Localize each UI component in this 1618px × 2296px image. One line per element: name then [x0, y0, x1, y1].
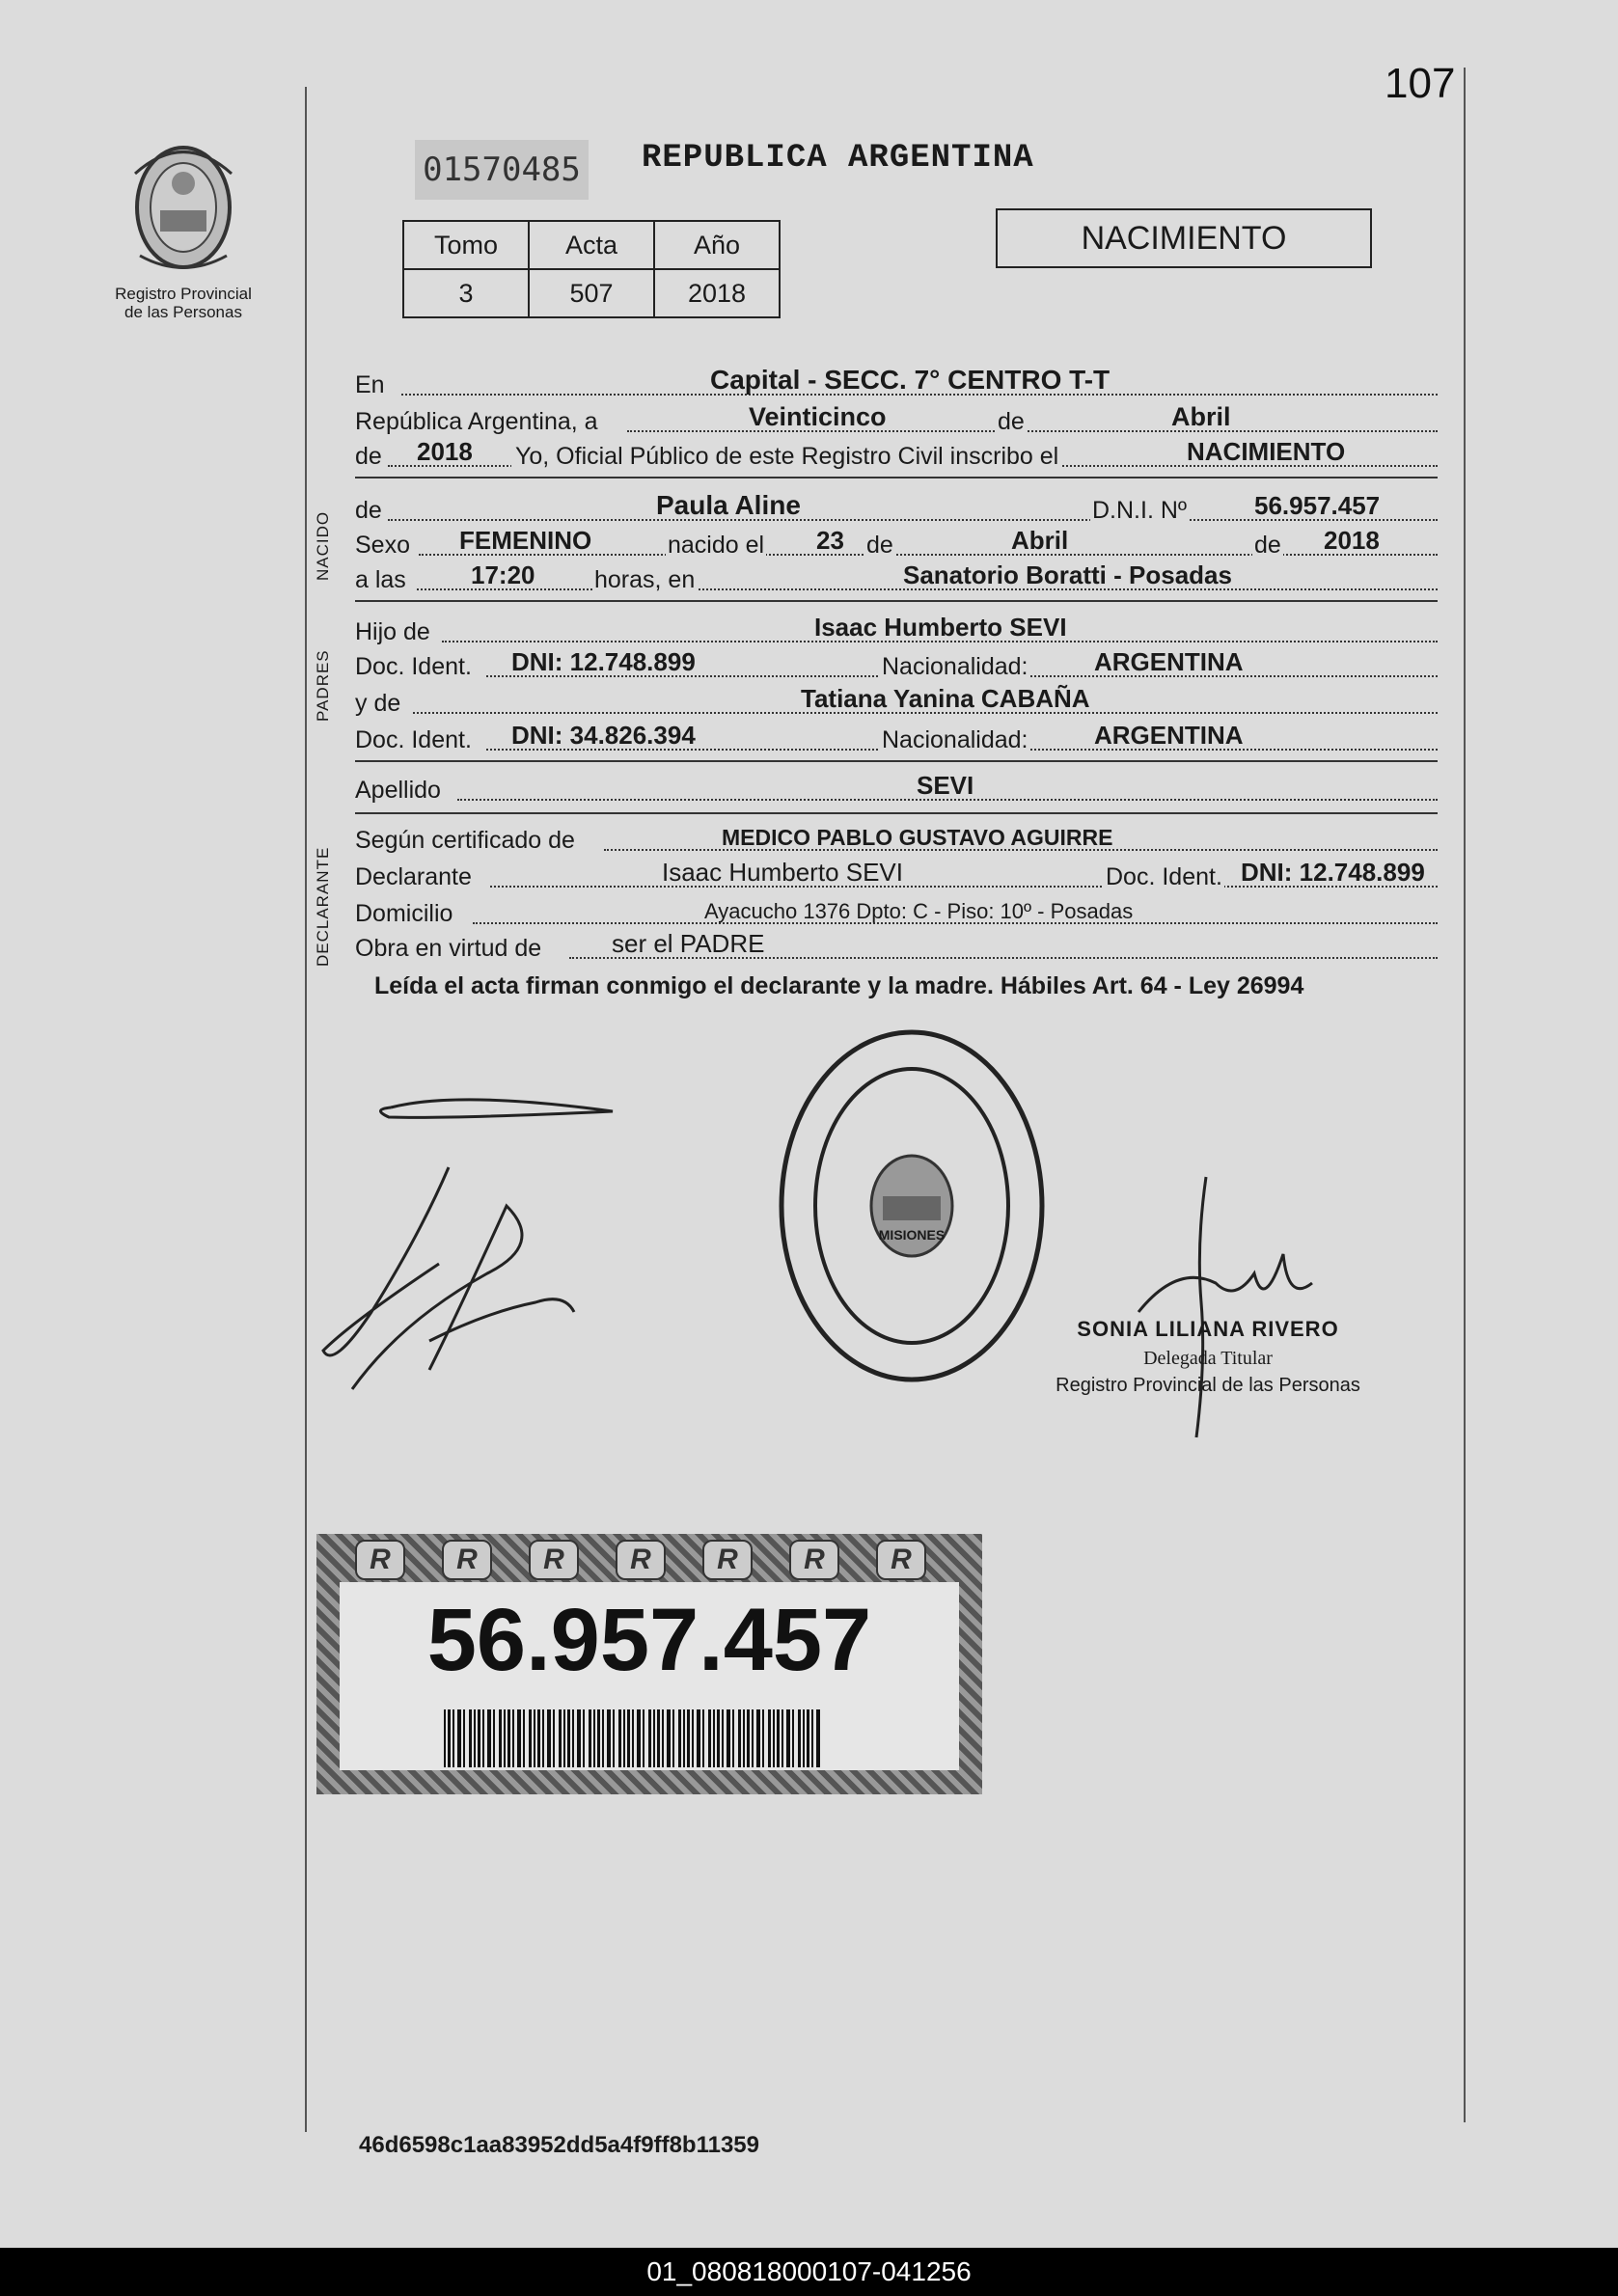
row-sexo	[355, 527, 1438, 561]
barcode-bar	[448, 1709, 451, 1767]
barcode-bar	[811, 1709, 813, 1767]
value-mother: Tatiana Yanina CABAÑA	[801, 684, 1090, 713]
barcode-bar	[722, 1709, 724, 1767]
value-month: Abril	[1171, 402, 1231, 431]
value-declarante-doc: DNI: 12.748.899	[1241, 858, 1425, 887]
value-birth-place: Sanatorio Boratti - Posadas	[903, 560, 1232, 589]
signatory-name: SONIA LILIANA RIVERO	[1077, 1317, 1339, 1341]
barcode-bar	[697, 1709, 700, 1767]
barcode-bar	[474, 1709, 476, 1767]
barcode-bar	[752, 1709, 754, 1767]
barcode-bar	[537, 1709, 540, 1767]
barcode-bar	[768, 1709, 771, 1767]
barcode-bar	[444, 1709, 446, 1767]
header-tomo: Tomo	[403, 221, 529, 269]
barcode-bar	[683, 1709, 685, 1767]
section-nacido: NACIDO	[314, 510, 332, 581]
barcode-bar	[803, 1709, 805, 1767]
official-stamp	[772, 1023, 1052, 1389]
barcode-bar	[507, 1709, 510, 1767]
barcode-bar	[743, 1709, 745, 1767]
label-dni: D.N.I. Nº	[1092, 497, 1188, 524]
registry-logo	[111, 135, 256, 321]
barcode-bar	[597, 1709, 600, 1767]
value-year: 2018	[417, 437, 473, 466]
value-place: Capital - SECC. 7° CENTRO T-T	[710, 365, 1111, 395]
barcode-bar	[732, 1709, 734, 1767]
barcode-bar	[583, 1709, 585, 1767]
barcode-bar	[547, 1709, 551, 1767]
label-obra: Obra en virtud de	[355, 935, 542, 962]
barcode-bar	[692, 1709, 694, 1767]
label-sexo: Sexo	[355, 532, 410, 559]
r-tile: R	[876, 1540, 926, 1580]
scan-footer: 01_080818000107-041256	[0, 2248, 1618, 2296]
row-mother	[355, 685, 1438, 720]
barcode-bar	[602, 1709, 604, 1767]
barcode-bar	[667, 1709, 671, 1767]
row-domicilio	[355, 895, 1438, 930]
stamp-center-text: MISIONES	[878, 1227, 946, 1243]
label-de-name: de	[355, 497, 382, 524]
barcode-bar	[559, 1709, 562, 1767]
signatory-role: Delegada Titular	[1143, 1348, 1273, 1369]
label-official: Yo, Oficial Público de este Registro Civil inscribo el	[511, 443, 1062, 471]
barcode-bar	[807, 1709, 809, 1767]
dni-label-inner	[340, 1582, 959, 1770]
barcode-bar	[786, 1709, 790, 1767]
barcode-bar	[762, 1709, 764, 1767]
label-doc-ident-2: Doc. Ident.	[355, 726, 472, 753]
label-de: de	[998, 408, 1025, 435]
barcode-bar	[657, 1709, 660, 1767]
value-birth-day: 23	[816, 526, 844, 555]
value-obra: ser el PADRE	[612, 929, 765, 958]
value-mother-doc: DNI: 34.826.394	[511, 721, 696, 750]
barcode-bar	[482, 1709, 484, 1767]
barcode-bar	[648, 1709, 651, 1767]
r-tile: R	[789, 1540, 839, 1580]
value-father: Isaac Humberto SEVI	[814, 613, 1067, 642]
value-inscription: NACIMIENTO	[1187, 437, 1346, 466]
barcode-bar	[589, 1709, 591, 1767]
value-sexo: FEMENINO	[459, 526, 592, 555]
label-y-de: y de	[355, 690, 401, 717]
barcode-bar	[512, 1709, 514, 1767]
act-type-box: NACIMIENTO	[996, 208, 1372, 268]
barcode-bar	[493, 1709, 495, 1767]
barcode-bar	[469, 1709, 472, 1767]
logo-label-2: de las Personas	[124, 303, 242, 321]
section-declarante: DECLARANTE	[314, 846, 332, 967]
value-acta: 507	[529, 269, 654, 317]
barcode-bar	[798, 1709, 801, 1767]
header-acta: Acta	[529, 221, 654, 269]
barcode-bar	[637, 1709, 641, 1767]
barcode-bar	[534, 1709, 535, 1767]
r-tile: R	[702, 1540, 753, 1580]
dni-label-sticker	[316, 1534, 982, 1794]
barcode-bar	[607, 1709, 611, 1767]
barcode-bar	[478, 1709, 480, 1767]
serial-number: 01570485	[415, 140, 589, 200]
closing-text: Leída el acta firman conmigo el declarante y la madre. Hábiles Art. 64 - Ley 26994	[374, 972, 1304, 999]
label-en: En	[355, 371, 385, 398]
label-domicilio: Domicilio	[355, 900, 453, 927]
label-de-2: de	[355, 443, 382, 470]
declarant-signature	[314, 1090, 642, 1418]
header-ano: Año	[654, 221, 780, 269]
barcode-bar	[738, 1709, 741, 1767]
document-hash: 46d6598c1aa83952dd5a4f9ff8b11359	[359, 2132, 759, 2158]
barcode-bar	[618, 1709, 621, 1767]
value-day-words: Veinticinco	[749, 402, 887, 431]
barcode-bar	[572, 1709, 574, 1767]
value-father-doc: DNI: 12.748.899	[511, 647, 696, 676]
value-declarante: Isaac Humberto SEVI	[662, 858, 903, 887]
barcode-bar	[632, 1709, 634, 1767]
r-tile: R	[616, 1540, 666, 1580]
barcode-bar	[777, 1709, 780, 1767]
row-de-year	[355, 438, 1438, 473]
row-mother-doc	[355, 722, 1438, 756]
label-hijo-de: Hijo de	[355, 618, 430, 645]
label-doc-ident: Doc. Ident.	[355, 653, 472, 680]
barcode-bar	[504, 1709, 506, 1767]
registry-table	[402, 220, 781, 318]
coat-of-arms-icon	[116, 135, 251, 280]
value-mother-nat: ARGENTINA	[1094, 721, 1244, 750]
value-certificado: MEDICO PABLO GUSTAVO AGUIRRE	[722, 825, 1113, 850]
row-en	[355, 367, 1438, 401]
row-apellido	[355, 772, 1438, 806]
barcode-bar	[662, 1709, 664, 1767]
row-republica	[355, 403, 1438, 438]
row-obra	[355, 930, 1438, 965]
barcode-bar	[613, 1709, 615, 1767]
label-horas: horas, en	[594, 566, 696, 593]
barcode-bar	[678, 1709, 681, 1767]
section-padres: PADRES	[314, 649, 332, 722]
label-de-4: de	[1254, 532, 1281, 559]
barcode-bar	[487, 1709, 491, 1767]
page-number: 107	[1385, 60, 1456, 107]
value-child-name: Paula Aline	[656, 490, 801, 520]
barcode-bar	[627, 1709, 630, 1767]
barcode-bar	[717, 1709, 720, 1767]
label-a-las: a las	[355, 566, 406, 593]
value-child-dni: 56.957.457	[1254, 491, 1381, 520]
label-declarante: Declarante	[355, 863, 472, 890]
r-tile: R	[355, 1540, 405, 1580]
barcode-bar	[452, 1709, 454, 1767]
value-birth-month: Abril	[1011, 526, 1069, 555]
barcode-bar	[457, 1709, 461, 1767]
label-doc-ident-3: Doc. Ident.	[1106, 863, 1222, 890]
row-father-doc	[355, 648, 1438, 683]
official-signature	[1042, 1167, 1389, 1457]
row-certificado	[355, 822, 1438, 857]
barcode	[444, 1709, 824, 1767]
label-de-3: de	[866, 532, 893, 559]
r-tile: R	[442, 1540, 492, 1580]
barcode-bar	[756, 1709, 760, 1767]
value-birth-year: 2018	[1324, 526, 1380, 555]
barcode-bar	[529, 1709, 532, 1767]
row-hora	[355, 561, 1438, 596]
left-margin-line	[305, 87, 307, 2132]
barcode-bar	[816, 1709, 820, 1767]
barcode-bar	[643, 1709, 644, 1767]
row-name	[355, 492, 1438, 527]
label-republica: República Argentina, a	[355, 408, 598, 435]
value-domicilio: Ayacucho 1376 Dpto: C - Piso: 10º - Posadas	[704, 899, 1134, 923]
value-father-nat: ARGENTINA	[1094, 647, 1244, 676]
value-tomo: 3	[403, 269, 529, 317]
barcode-bar	[577, 1709, 581, 1767]
barcode-bar	[593, 1709, 595, 1767]
label-apellido: Apellido	[355, 777, 441, 804]
logo-label-1: Registro Provincial	[115, 285, 252, 303]
barcode-bar	[672, 1709, 674, 1767]
label-nacionalidad-2: Nacionalidad:	[882, 726, 1028, 753]
value-apellido: SEVI	[917, 771, 974, 800]
barcode-bar	[567, 1709, 570, 1767]
barcode-bar	[782, 1709, 783, 1767]
label-nacionalidad: Nacionalidad:	[882, 653, 1028, 680]
barcode-bar	[653, 1709, 655, 1767]
barcode-bar	[702, 1709, 704, 1767]
row-declarante	[355, 859, 1438, 893]
barcode-bar	[713, 1709, 715, 1767]
barcode-bar	[523, 1709, 525, 1767]
right-margin-line	[1464, 68, 1466, 2122]
barcode-bar	[553, 1709, 555, 1767]
barcode-bar	[517, 1709, 521, 1767]
barcode-bar	[499, 1709, 502, 1767]
label-nacido-el: nacido el	[668, 532, 765, 559]
row-father	[355, 614, 1438, 648]
barcode-bar	[773, 1709, 775, 1767]
barcode-bar	[687, 1709, 690, 1767]
barcode-bar	[708, 1709, 711, 1767]
dni-number-large: 56.957.457	[426, 1591, 872, 1689]
barcode-bar	[747, 1709, 750, 1767]
document-title: REPUBLICA ARGENTINA	[642, 140, 1034, 177]
signatory-org: Registro Provincial de las Personas	[1056, 1375, 1360, 1396]
barcode-bar	[563, 1709, 565, 1767]
value-ano: 2018	[654, 269, 780, 317]
barcode-bar	[623, 1709, 625, 1767]
barcode-bar	[792, 1709, 794, 1767]
r-tile: R	[529, 1540, 579, 1580]
barcode-bar	[542, 1709, 544, 1767]
label-certificado: Según certificado de	[355, 827, 575, 854]
barcode-bar	[463, 1709, 465, 1767]
value-time: 17:20	[471, 560, 535, 589]
barcode-bar	[727, 1709, 730, 1767]
